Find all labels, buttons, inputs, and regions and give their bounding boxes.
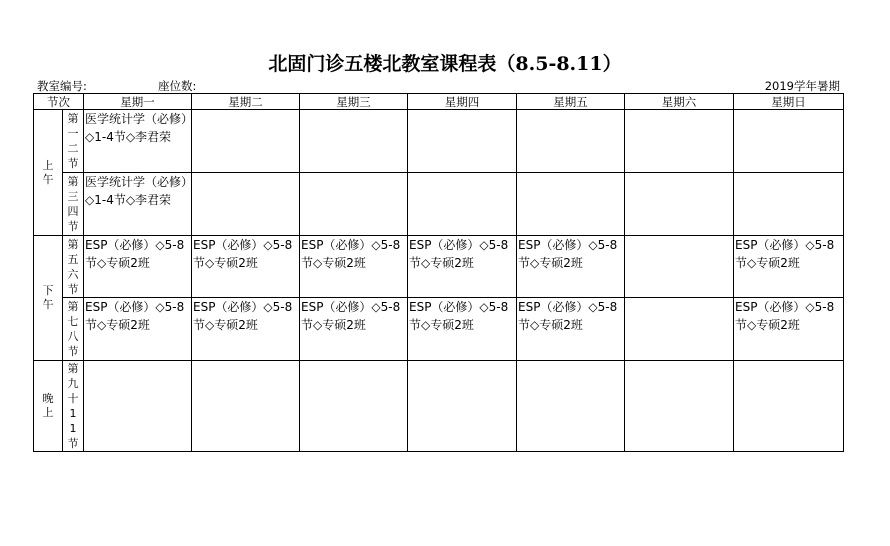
header-day-sun: 星期日 [734, 94, 844, 110]
course-cell[interactable]: ESP（必修）◇5-8节◇专硕2班 [734, 236, 844, 298]
table-row [34, 361, 844, 452]
slot-label: 第七八节 [63, 298, 84, 361]
table-row [34, 110, 844, 173]
course-cell[interactable] [300, 361, 408, 452]
course-cell[interactable]: ESP（必修）◇5-8节◇专硕2班 [408, 298, 517, 361]
course-cell[interactable] [408, 173, 517, 236]
course-cell[interactable] [625, 361, 734, 452]
course-cell[interactable] [625, 173, 734, 236]
course-cell[interactable] [625, 110, 734, 173]
course-cell[interactable] [300, 110, 408, 173]
course-cell[interactable]: ESP（必修）◇5-8节◇专硕2班 [408, 236, 517, 298]
course-cell[interactable] [408, 361, 517, 452]
course-cell[interactable]: ESP（必修）◇5-8节◇专硕2班 [517, 236, 625, 298]
header-day-mon: 星期一 [84, 94, 192, 110]
period-evening: 晚上 [34, 361, 63, 452]
course-cell[interactable]: ESP（必修）◇5-8节◇专硕2班 [192, 236, 300, 298]
room-number-label: 教室编号: [37, 79, 87, 93]
page-title: 北固门诊五楼北教室课程表（8.5-8.11） [268, 53, 622, 75]
course-cell[interactable] [517, 361, 625, 452]
course-cell[interactable]: ESP（必修）◇5-8节◇专硕2班 [300, 236, 408, 298]
course-cell[interactable] [625, 236, 734, 298]
header-day-wed: 星期三 [300, 94, 408, 110]
header-day-tue: 星期二 [192, 94, 300, 110]
seat-count-label: 座位数: [158, 79, 197, 93]
course-cell[interactable]: 医学统计学（必修）◇1-4节◇李君荣 [84, 173, 192, 236]
course-cell[interactable] [734, 173, 844, 236]
term-label: 2019学年暑期 [764, 79, 840, 93]
course-cell[interactable] [734, 110, 844, 173]
course-cell[interactable]: ESP（必修）◇5-8节◇专硕2班 [734, 298, 844, 361]
course-cell[interactable] [192, 173, 300, 236]
table-row [34, 298, 844, 361]
table-row [34, 173, 844, 236]
course-cell[interactable]: ESP（必修）◇5-8节◇专硕2班 [517, 298, 625, 361]
course-cell[interactable] [300, 173, 408, 236]
course-cell[interactable]: ESP（必修）◇5-8节◇专硕2班 [84, 298, 192, 361]
course-cell[interactable] [408, 110, 517, 173]
slot-label: 第九十11节 [63, 361, 84, 452]
header-day-sat: 星期六 [625, 94, 734, 110]
header-slot: 节次 [34, 94, 84, 110]
course-cell[interactable] [517, 173, 625, 236]
course-cell[interactable]: ESP（必修）◇5-8节◇专硕2班 [192, 298, 300, 361]
table-row [34, 236, 844, 298]
slot-label: 第一二节 [63, 110, 84, 173]
slot-label: 第三四节 [63, 173, 84, 236]
course-cell[interactable] [192, 110, 300, 173]
course-cell[interactable] [517, 110, 625, 173]
course-cell[interactable] [84, 361, 192, 452]
course-cell[interactable] [192, 361, 300, 452]
slot-label: 第五六节 [63, 236, 84, 298]
course-cell[interactable]: ESP（必修）◇5-8节◇专硕2班 [300, 298, 408, 361]
schedule-table [33, 93, 844, 452]
course-cell[interactable]: 医学统计学（必修）◇1-4节◇李君荣 [84, 110, 192, 173]
header-day-fri: 星期五 [517, 94, 625, 110]
period-afternoon: 下午 [34, 236, 63, 361]
header-row [34, 94, 844, 110]
course-cell[interactable]: ESP（必修）◇5-8节◇专硕2班 [84, 236, 192, 298]
period-morning: 上午 [34, 110, 63, 236]
course-cell[interactable] [625, 298, 734, 361]
header-day-thu: 星期四 [408, 94, 517, 110]
course-cell[interactable] [734, 361, 844, 452]
